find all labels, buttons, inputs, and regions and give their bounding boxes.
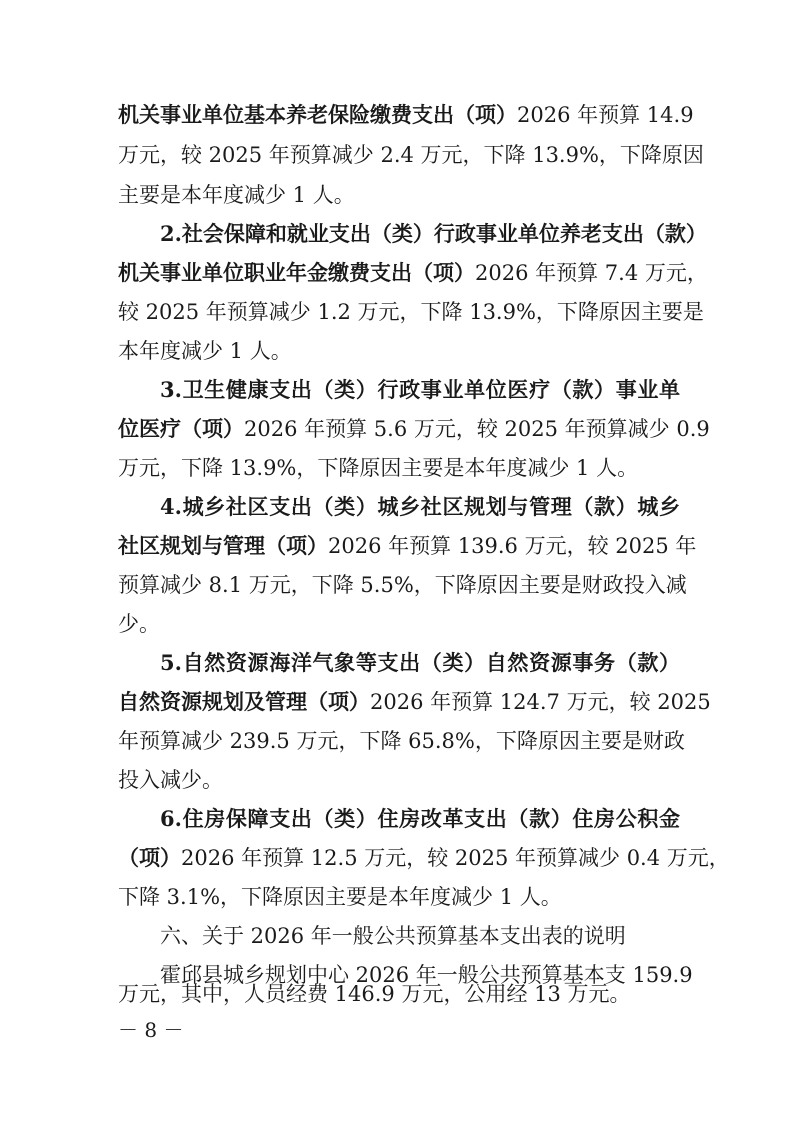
text-line [118,687,711,717]
text-line [160,375,680,405]
body-text: 万元，较 2025 年预算减少 2.4 万元，下降 13.9%，下降原因 [118,143,704,167]
body-text: 投入减少。 [118,768,223,792]
text-line [118,882,680,912]
page-number: － 8 － [118,1018,184,1042]
bold-text: 自然资源规划及管理（项） [118,689,370,714]
body-text: 2026 年预算 14.9 [517,103,694,127]
body-text: 六、关于 2026 年一般公共预算基本支出表的说明 [160,924,626,948]
body-text: 万元，下降 13.9%，下降原因主要是本年度减少 1 人。 [118,456,639,480]
text-line [118,765,680,795]
text-line [160,492,680,522]
text-line [118,100,694,130]
bold-text: 机关事业单位职业年金缴费支出（项） [118,260,475,285]
body-text: 霍邱县城乡规划中心 2026 年一般公共预算基本支 159.9 [160,963,693,987]
body-text: 主要是本年度减少 1 人。 [118,183,355,207]
text-line [118,570,687,600]
text-line [118,336,680,366]
bold-text: 位医疗（项） [118,416,244,441]
bold-text: 3.卫生健康支出（类）行政事业单位医疗（款）事业单 [160,377,680,402]
bold-text: 5.自然资源海洋气象等支出（类）自然资源事务（款） [160,650,680,675]
text-line [118,531,697,561]
bold-text: （项） [118,845,181,870]
body-text: 下降 3.1%，下降原因主要是本年度减少 1 人。 [118,885,562,909]
body-text: 2026 年预算 7.4 万元， [475,261,708,285]
text-line [118,609,680,639]
text-line [118,258,708,288]
text-line [160,648,680,678]
body-text: 万元，其中，人员经费 146.9 万元，公用经 13 万元。 [118,982,631,1006]
body-text: 2026 年预算 5.6 万元，较 2025 年预算减少 0.9 [244,417,710,441]
body-text: 预算减少 8.1 万元，下降 5.5%，下降原因主要是财政投入减 [118,573,687,597]
body-text: 少。 [118,612,160,636]
text-line [118,140,704,170]
text-line [160,804,680,834]
body-text: 本年度减少 1 人。 [118,339,292,363]
text-line [118,726,685,756]
text-line [118,414,710,444]
body-text: 年预算减少 239.5 万元，下降 65.8%，下降原因主要是财政 [118,729,685,753]
section-heading [160,921,680,951]
body-text: 2026 年预算 12.5 万元，较 2025 年预算减少 0.4 万元， [181,846,730,870]
text-line [160,219,707,249]
bold-text: 社区规划与管理（项） [118,533,328,558]
bold-text: 6.住房保障支出（类）住房改革支出（款）住房公积金 [160,806,680,831]
bold-text: 4.城乡社区支出（类）城乡社区规划与管理（款）城乡 [160,494,680,519]
body-text: 2026 年预算 139.6 万元，较 2025 年 [328,534,697,558]
body-text: 较 2025 年预算减少 1.2 万元，下降 13.9%，下降原因主要是 [118,300,704,324]
text-line [118,979,680,1009]
bold-text: 机关事业单位基本养老保险缴费支出（项） [118,102,517,127]
text-line [118,453,680,483]
text-line [118,180,680,210]
text-line [118,843,730,873]
body-text: 2026 年预算 124.7 万元，较 2025 [370,690,711,714]
text-line [118,297,704,327]
bold-text: 2.社会保障和就业支出（类）行政事业单位养老支出（款） [160,221,707,246]
